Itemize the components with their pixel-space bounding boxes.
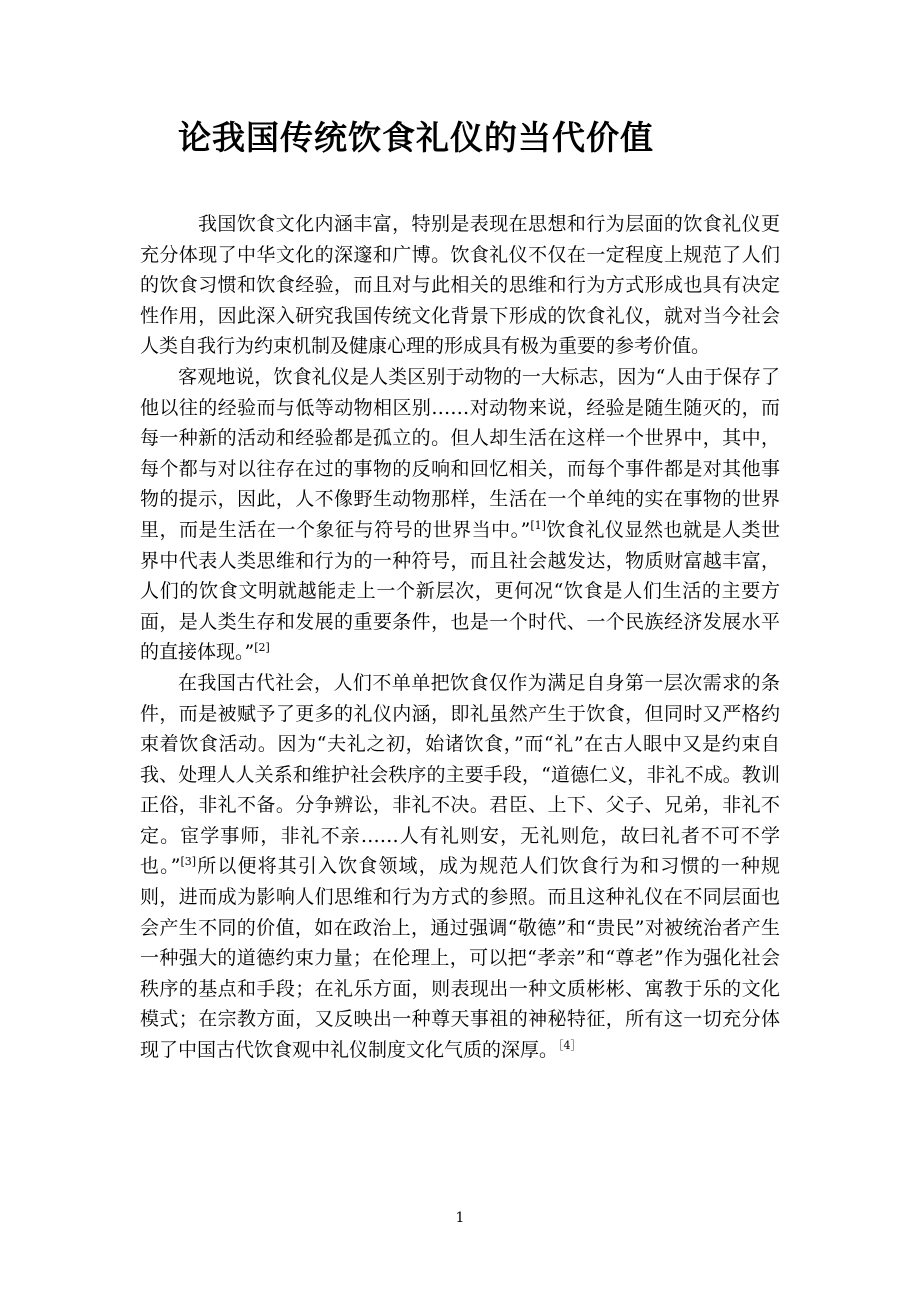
paragraph-text: 在我国古代社会，人们不单单把饮食仅作为满足自身第一层次需求的条件，而是被赋予了更多的礼仪内涵，即礼虽然产生于饮食，但同时又严格约束着饮食活动。因为“夫礼之初，始诸饮食，”而“礼”在古人眼中又是约束自我、处理人人关系和维护社会秩序的主要手段，“道德仁义，非礼不成。教训正俗，非礼不备。分争辨讼，非礼不决。君臣、上下、父子、兄弟，非礼不定。宦学事师，非礼不亲……人有礼则安，无礼则危，故曰礼者不可不学也。”	[140, 671, 780, 878]
paragraph-text: 所以便将其引入饮食领域，成为规范人们饮食行为和习惯的一种规则，进而成为影响人们思维和行为方式的参照。而且这种礼仪在不同层面也会产生不同的价值，如在政治上，通过强调“敬德”和“贵民”对被统治者产生一种强大的道德约束力量；在伦理上，可以把“孝亲”和“尊老”作为强化社会秩序的基点和手段；在礼乐方面，则表现出一种文质彬彬、寓教于乐的文化模式；在宗教方面，又反映出一种尊天事祖的神秘特征，所有这一切充分体现了中国古代饮食观中礼仪制度文化气质的深厚。	[140, 855, 780, 1062]
paragraph-text: 我国饮食文化内涵丰富，特别是表现在思想和行为层面的饮食礼仪更充分体现了中华文化的深邃和广博。饮食礼仪不仅在一定程度上规范了人们的饮食习惯和饮食经验，而且对与此相关的思维和行为方式形成也具有决定性作用，因此深入研究我国传统文化背景下形成的饮食礼仪，就对当今社会人类自我行为约束机制及健康心理的形成具有极为重要的参考价值。	[140, 213, 780, 358]
citation-marker: [2]	[254, 641, 270, 655]
paragraph-intro	[140, 209, 780, 362]
citation-marker: [1]	[530, 518, 546, 532]
citation-marker: [3]	[180, 855, 197, 869]
document-title: 论我国传统饮食礼仪的当代价值	[178, 118, 654, 157]
document-body	[140, 209, 780, 1066]
paragraph-text: 饮食礼仪显然也就是人类世界中代表人类思维和行为的一种符号，而且社会越发达，物质财富越丰富，人们的饮食文明就越能走上一个新层次，更何况“饮食是人们生活的主要方面，是人类生存和发展的重要条件，也是一个时代、一个民族经济发展水平的直接体现。”	[140, 518, 780, 664]
citation-marker: ［4］	[558, 1039, 582, 1053]
page-number: 1	[455, 1210, 465, 1226]
paragraph-symbol	[140, 362, 780, 668]
paragraph-ancient-society	[140, 668, 780, 1066]
paragraph-text: 客观地说，饮食礼仪是人类区别于动物的一大标志，因为“人由于保存了他以往的经验而与低等动物相区别……对动物来说，经验是随生随灭的，而每一种新的活动和经验都是孤立的。但人却生活在这样一个世界中，其中，每个都与对以往存在过的事物的反响和回忆相关，而每个事件都是对其他事物的提示，因此，人不像野生动物那样，生活在一个单纯的实在事物的世界里，而是生活在一个象征与符号的世界当中。”	[140, 365, 780, 541]
